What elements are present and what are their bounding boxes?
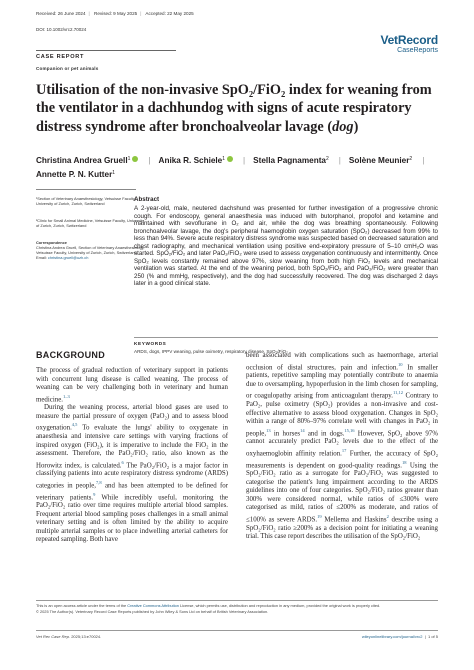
citation[interactable]: 6 [121, 459, 124, 465]
accepted-date: Accepted: 22 May 2025 [145, 11, 194, 16]
brand-subtitle: CaseReports [397, 47, 438, 54]
title-main: Utilisation of the non-invasive SpO₂/FiO₂ index for weaning from the ventilator in a dachhundog with signs of acute respiratory distress syndrome after bronchoalveolar lavage ( [36, 82, 432, 135]
abstract [134, 196, 438, 288]
keywords-text: ARDS, dogs, IPPV weaning, pulse oximetry, respiratory disease, SpO₂/FiO₂ [134, 349, 288, 354]
article-dates: Received: 26 June 2024 | Revised: 9 May 2025 | Accepted: 22 May 2025 [36, 11, 194, 16]
citation[interactable]: 2 [386, 513, 389, 519]
article-category: Companion or pet animals [36, 66, 99, 71]
author[interactable]: Annette P. N. Kutter$^1$ [36, 169, 116, 179]
paragraph: The process of gradual reduction of veterinary support in patients with concurrent lung disease is called weaning. The process of weaning can be very challenging both in veterinary and human medicine.$^{1-3}$ [36, 367, 228, 403]
author-separator: | [338, 156, 341, 165]
header-divider [36, 50, 176, 51]
citation[interactable]: 13 [266, 427, 271, 433]
author[interactable]: Christina Andrea Gruell$^1$ [36, 154, 138, 168]
journal-logo[interactable] [380, 34, 438, 55]
citation[interactable]: 14 [300, 427, 305, 433]
body-column-1 [36, 367, 228, 545]
body-column-2 [246, 352, 438, 542]
email-link[interactable]: christina.gruell@uzh.ch [47, 255, 89, 261]
received-date: Received: 26 June 2024 [36, 11, 86, 16]
brand-title: VetRecord [380, 33, 438, 47]
orcid-icon[interactable] [132, 156, 138, 162]
copyright-line: © 2025 The Author(s). Veterinary Record Case Reports published by John Wiley & Sons Ltd on behalf of British Veterinary Association. [36, 608, 269, 614]
footer-right: wileyonlinelibrary.com/journal/vrc2 | 1 of 5 [361, 634, 438, 639]
revised-date: Revised: 9 May 2025 [94, 11, 138, 16]
title-end: ) [353, 118, 359, 135]
author-separator: | [148, 156, 151, 165]
citation[interactable]: 1–3 [62, 393, 70, 399]
correspondence [36, 240, 148, 260]
abstract-text: A 2-year-old, male, neutered dachshund was presented for further investigation of a progressive chronic cough. For endoscopy, general anaesthesia was induced with butorphanol, propofol and ketamine and maintained with sevoflurane in O₂ and air, while the dog was breathing spontaneously. Following bronchoalveolar lavage, the dog's peripheral haemoglobin oxygen saturation (SpO₂) decreased from 99% to less than 94%. Severe acute respiratory distress syndrome was suspected based on decreased saturation and chest radiography, and mechanical ventilation using positive end-expiratory pressure of 5–10 cmH₂O was started. SpO₂/FiO₂ and later PaO₂/FiO₂ were used to assess oxygenation continuously and intermittently. Once SpO₂ levels constantly remained above 97%, slow weaning from both high FiO₂ levels and mechanical ventilation was started. At the end of the weaning period, both SpO₂/FiO₂ and PaO₂/FiO₂ were greater than 250 (% and mmHg, respectively), and the dog had successfully recovered. The dog was discharged 2 days later in a good clinical state. [134, 205, 438, 288]
keywords-divider [134, 337, 438, 338]
article-type: CASE REPORT [36, 54, 85, 60]
affiliation-2: ²Clinic for Small Animal Medicine, Vetsuisse Faculty, University of Zurich, Zurich, Switzerland [36, 218, 145, 229]
correspondence-text: Christina Andrea Gruell, Section of Veterinary Anaesthesiology, Vetsuisse Faculty, University of Zurich, Zurich, Switzerland. [36, 245, 145, 256]
correspondence-heading: Correspondence [36, 240, 67, 245]
paragraph: During the weaning process, arterial blood gases are used to measure the partial pressure of oxygen (PaO₂) and to assess blood oxygenation.$^{4,5}$ To evaluate the lungs' ability to oxygenate in anaesthesia and intensive care settings with varying fractions of inspired oxygen (FiO₂), it is imperative to include the FiO₂ in the assessment. Therefore, the PaO₂/FiO₂ ratio, also known as the Horowitz index, is calculated.$^6$ The PaO₂/FiO₂ is a major factor in classifying patients into acute respiratory distress syndrome (ARDS) categories in people,$^{7,8}$ and has been attempted to be defined for veterinary patients.$^9$ While incredibly useful, monitoring the PaO₂/FiO₂ ratio over time requires multiple arterial blood samples. Frequent arterial blood sampling poses challenges in a small animal veterinary setting and is often limited by the ability to acquire multiple arterial samples or to place indwelling arterial catheters for repeated sampling. Both have [36, 404, 229, 544]
journal-site-link[interactable]: wileyonlinelibrary.com/journal/vrc2 [361, 634, 423, 639]
citation[interactable]: 11,12 [393, 390, 403, 396]
citation[interactable]: 18 [402, 459, 407, 465]
license-note: This is an open access article under the terms of the Creative Commons Attribution License, which permits use, distribution and reproduction in any medium, provided the original work is properly cited. © 2025 The Author(s). Veterinary Record Case Reports published by John Wiley & Sons Ltd on behalf of British Veterinary Association. [36, 603, 381, 614]
license-link[interactable]: Creative Commons Attribution [127, 603, 179, 608]
author[interactable]: Stella Pagnamenta$^2$ [253, 156, 329, 165]
author-separator: | [422, 156, 425, 165]
citation[interactable]: 7,8 [96, 479, 102, 485]
email-label: Email: [36, 255, 47, 261]
author[interactable]: Solène Meunier$^2$ [348, 156, 413, 165]
citation[interactable]: 10 [398, 361, 403, 367]
citation[interactable]: 15,16 [344, 427, 355, 433]
orcid-icon[interactable] [227, 156, 233, 162]
author-separator: | [243, 156, 246, 165]
journal-citation: Vet Rec Case Rep. 2025;13:e70024. [36, 634, 102, 639]
footer-divider-2 [36, 630, 438, 631]
keywords-heading: KEYWORDS [134, 341, 167, 346]
page-number: 1 of 5 [427, 634, 438, 639]
abstract-heading: Abstract [134, 196, 160, 203]
citation[interactable]: 19 [317, 513, 322, 519]
affiliation-divider [36, 189, 136, 190]
section-heading: BACKGROUND [36, 350, 105, 360]
author-list [36, 154, 446, 181]
doi-line[interactable]: DOI: 10.1002/vrc2.70024 [36, 27, 87, 32]
article-title [36, 81, 436, 136]
paragraph: been associated with complications such as haemorrhage, arterial occlusion of distal structures, pain and infection.$^{10}$ In smaller patients, repetitive sampling may potentially contribute to anaemia due to oversampling, hypoperfusion in the limb chosen for sampling, or coagulopathy arising from anticoagulant therapy.$^{11,12}$ Contrary to PaO₂, pulse oximetry (SpO₂) provides a non-invasive and cost-effective alternative to assess blood oxygenation. Changes in SpO₂ within a range of 80%–97% correlate well with changes in PaO₂ in people,$^{13}$ in horses$^{14}$ and in dogs.$^{15,16}$ However, SpO₂ above 97% cannot accurately predict PaO₂ levels due to the effect of the oxyhaemoglobin affinity relation.$^{17}$ Further, the accuracy of SpO₂ measurements is dependent on good-quality readings.$^{18}$ Using the SpO₂/FiO₂ ratio as a surrogate for PaO₂/FiO₂ was suggested to categorise the patient's lung impairment according to the ARDS guidelines into one of four categories. SpO₂/FiO₂ ratios greater than 300% were considered normal, while ratios of ≤300% were categorised as mild, ratios of ≤200% as moderate, and ratios of ≤100% as severe ARDS.$^{19}$ Mellema and Haskins$^2$ describe using a SpO₂/FiO₂ ratio ≥200% as a decision point for initiating a weaning trial. This case report describes the utilisation of the SpO₂/FiO₂ [246, 352, 439, 541]
author[interactable]: Anika R. Schiele$^1$ [159, 154, 234, 168]
citation[interactable]: 17 [341, 447, 347, 453]
citation[interactable]: 4,5 [71, 422, 78, 428]
affiliation-1: ¹Section of Veterinary Anaesthesiology, Vetsuisse Faculty, University of Zurich, Zurich, Switzerland [36, 196, 136, 207]
title-italic: dog [332, 118, 354, 135]
citation[interactable]: 9 [93, 491, 96, 497]
footer-divider [36, 600, 438, 601]
